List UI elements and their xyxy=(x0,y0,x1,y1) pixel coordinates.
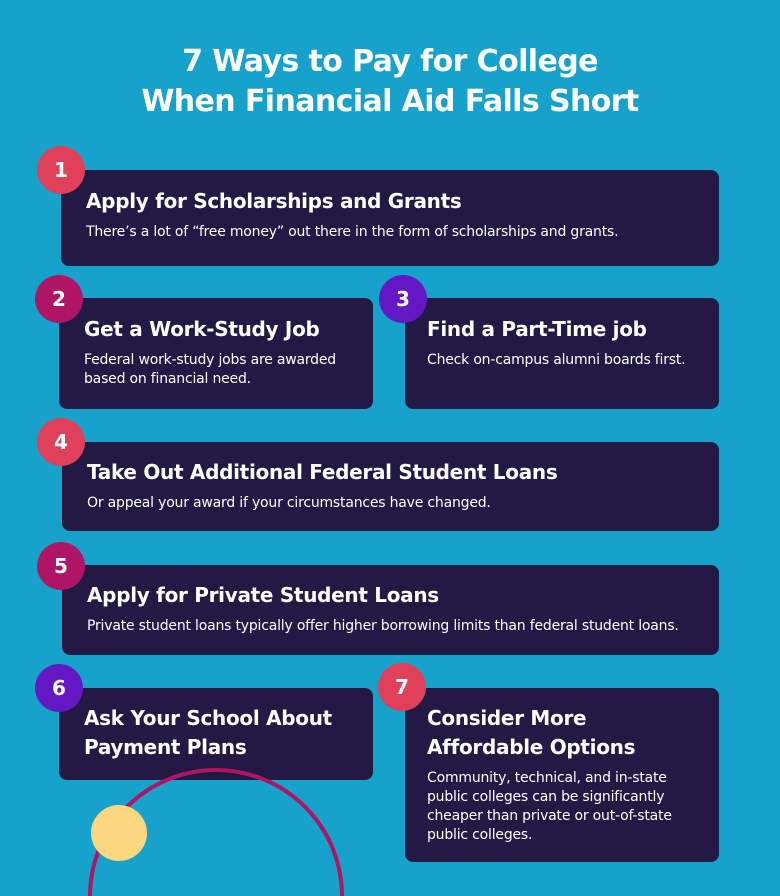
tip-body-4: Or appeal your award if your circumstances have changed. xyxy=(87,495,491,511)
number-badge-5: 5 xyxy=(37,542,85,590)
tip-body-7: Community, technical, and in-state public colleges can be significantly cheaper than private or out-of-state public colleges. xyxy=(427,770,672,843)
tip-heading-1: Apply for Scholarships and Grants xyxy=(86,189,462,213)
tip-heading-7: Consider More Affordable Options xyxy=(427,706,636,759)
tip-body-3: Check on-campus alumni boards first. xyxy=(427,352,686,368)
tip-heading-6: Ask Your School About Payment Plans xyxy=(84,706,332,759)
tip-body-5: Private student loans typically offer higher borrowing limits than federal student loans. xyxy=(87,618,679,634)
number-badge-4: 4 xyxy=(37,418,85,466)
tip-heading-5: Apply for Private Student Loans xyxy=(87,583,439,607)
page-title-line-1: 7 Ways to Pay for College xyxy=(182,44,598,79)
number-badge-7: 7 xyxy=(378,663,426,711)
tip-heading-4: Take Out Additional Federal Student Loans xyxy=(87,460,558,484)
tip-heading-3: Find a Part-Time job xyxy=(427,317,647,341)
number-badge-6: 6 xyxy=(35,664,83,712)
tip-heading-2: Get a Work-Study Job xyxy=(84,317,320,341)
number-badge-3: 3 xyxy=(379,275,427,323)
tip-body-1: There’s a lot of “free money” out there in the form of scholarships and grants. xyxy=(86,224,619,240)
number-badge-1: 1 xyxy=(37,146,85,194)
number-badge-2: 2 xyxy=(35,275,83,323)
page-title-line-2: When Financial Aid Falls Short xyxy=(141,84,639,119)
tip-body-2: Federal work-study jobs are awarded based on financial need. xyxy=(84,352,336,387)
decorative-yellow-dot xyxy=(91,805,147,861)
